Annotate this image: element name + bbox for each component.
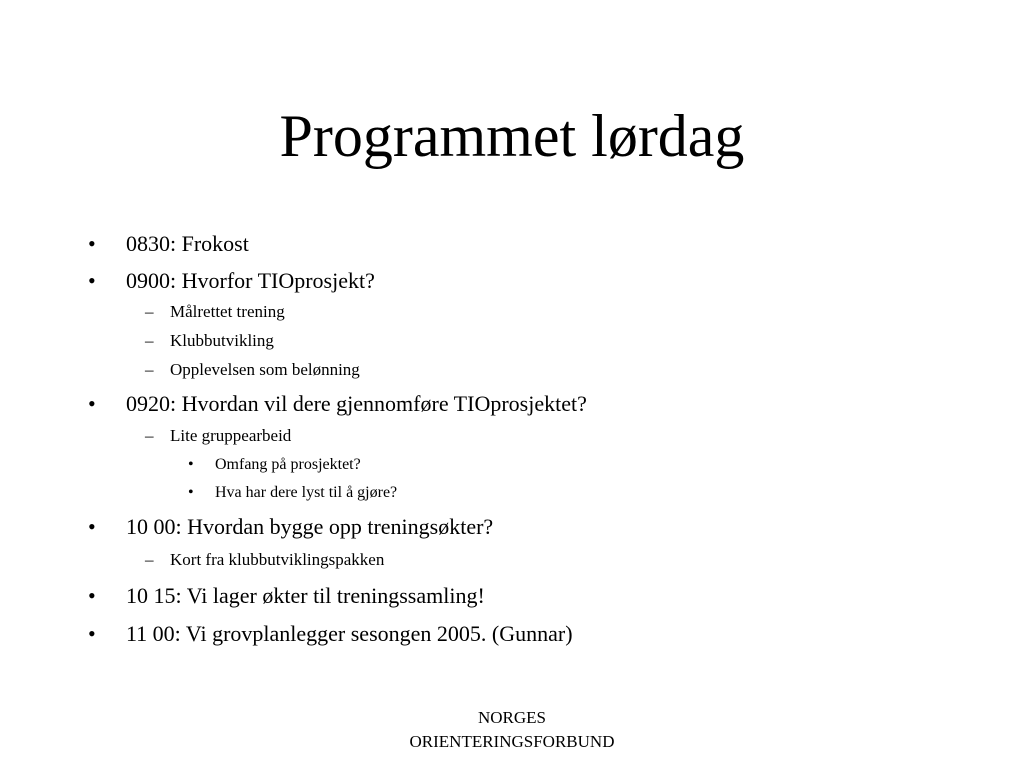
footer-organization-line1: NORGES — [477, 708, 546, 727]
bullet-marker: • — [188, 484, 194, 501]
agenda-subsubitem: Hva har dere lyst til å gjøre? — [215, 484, 398, 501]
dash-marker: – — [145, 302, 154, 321]
agenda-item: 10 00: Hvordan bygge opp treningsøkter? — [126, 514, 494, 539]
bullet-marker: • — [88, 514, 96, 539]
slide-title: Programmet lørdag — [279, 103, 745, 169]
dash-marker: – — [145, 550, 154, 569]
agenda-subitem: Kort fra klubbutviklingspakken — [170, 550, 385, 569]
agenda-item: 10 15: Vi lager økter til treningssamling! — [126, 583, 485, 608]
agenda-subitem: Målrettet trening — [170, 302, 285, 321]
agenda-item: 11 00: Vi grovplanlegger sesongen 2005. (Gunnar) — [126, 621, 573, 646]
agenda-subitem: Lite gruppearbeid — [170, 426, 292, 445]
bullet-marker: • — [88, 583, 96, 608]
agenda-subsubitem: Omfang på prosjektet? — [215, 456, 361, 473]
dash-marker: – — [145, 331, 154, 350]
bullet-marker: • — [188, 456, 194, 473]
bullet-marker: • — [88, 268, 96, 293]
bullet-marker: • — [88, 391, 96, 416]
dash-marker: – — [145, 426, 154, 445]
footer-organization-line2: ORIENTERINGSFORBUND — [409, 732, 615, 751]
agenda-subitem: Opplevelsen som belønning — [170, 360, 360, 379]
agenda-subitem: Klubbutvikling — [170, 331, 274, 350]
dash-marker: – — [145, 360, 154, 379]
agenda-item: 0900: Hvorfor TIOprosjekt? — [126, 268, 375, 293]
bullet-marker: • — [88, 621, 96, 646]
agenda-item: 0920: Hvordan vil dere gjennomføre TIOprosjektet? — [126, 391, 587, 416]
bullet-marker: • — [88, 231, 96, 256]
agenda-item: 0830: Frokost — [126, 231, 249, 256]
